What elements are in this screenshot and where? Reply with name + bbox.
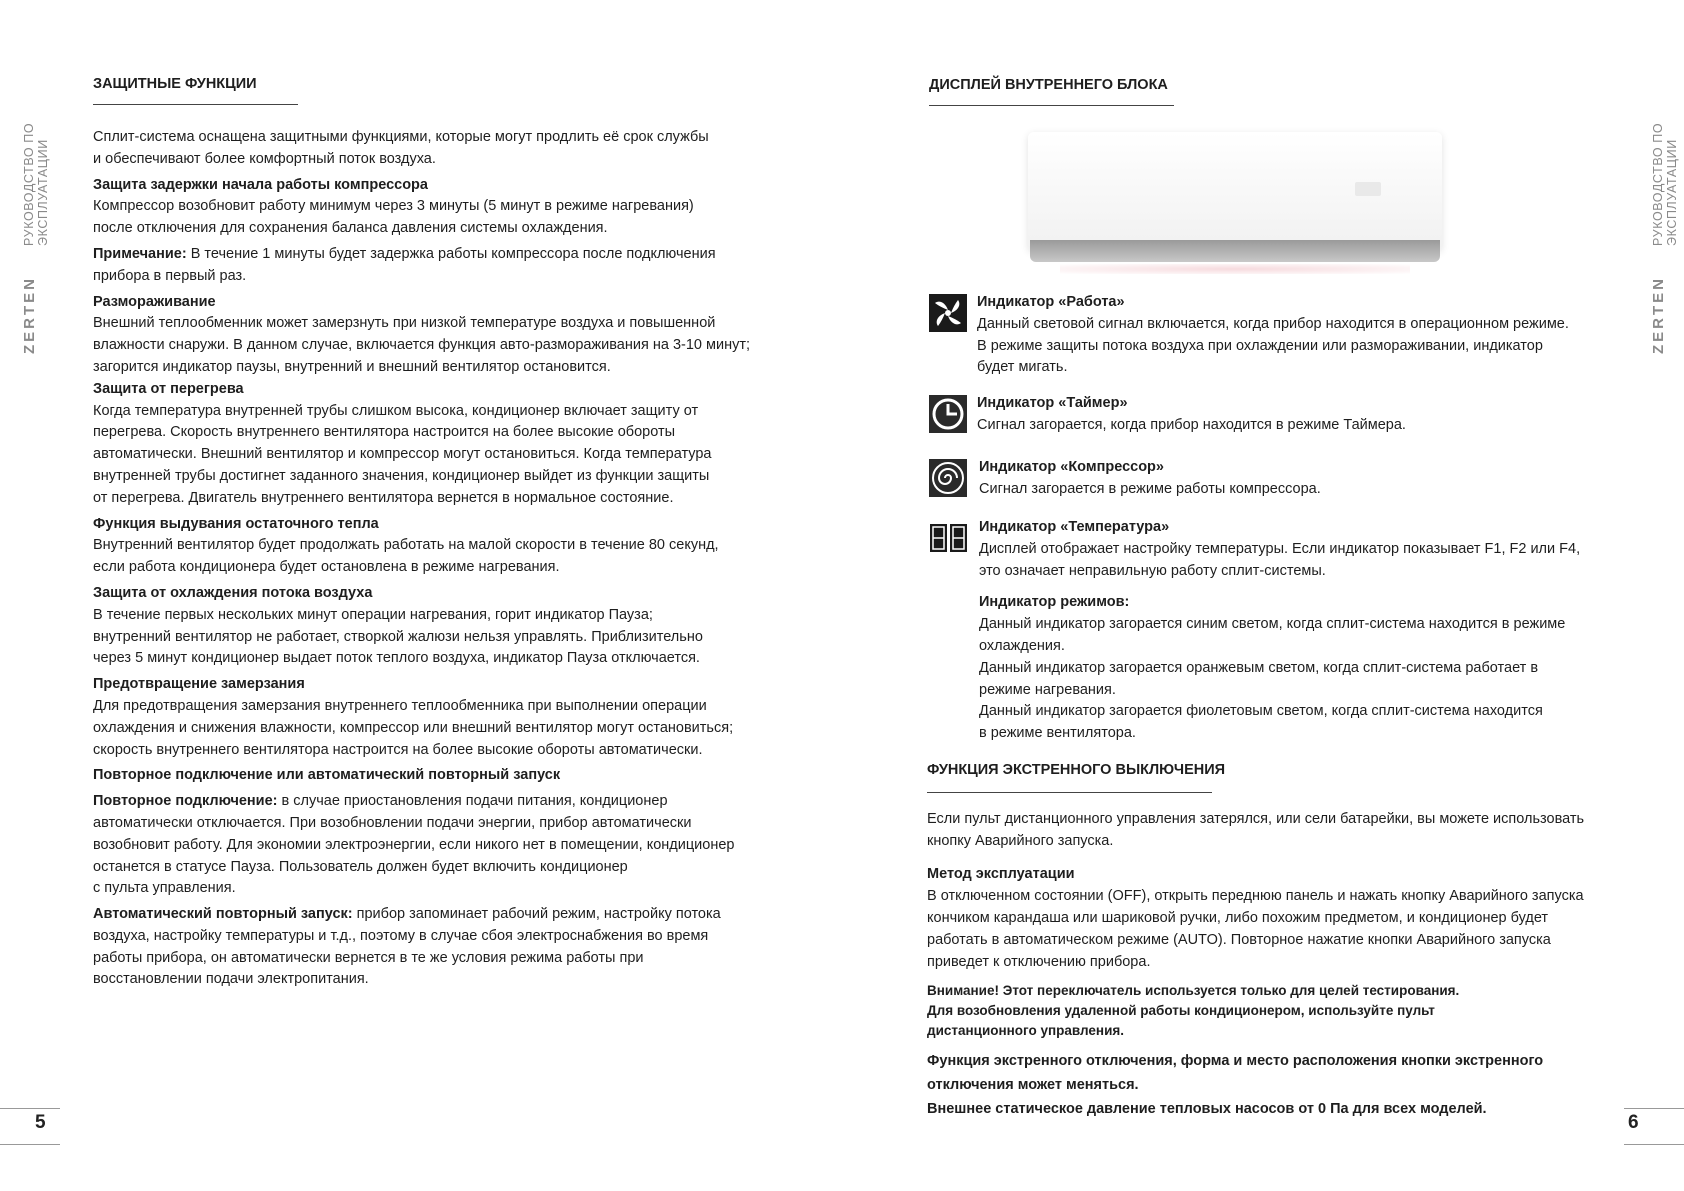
warning-line: Для возобновления удаленной работы кондиционером, используйте пульт	[927, 1003, 1435, 1019]
reconnect-text: в случае приостановления подачи питания, кондиционер	[281, 793, 668, 810]
paragraph-line: внутренней трубы достигнет заданного значения, кондиционер выйдет из функции защиты	[93, 467, 710, 484]
final-line: Функция экстренного отключения, форма и место расположения кнопки экстренного	[927, 1053, 1544, 1070]
paragraph-line: Когда температура внутренней трубы слишком высока, кондиционер включает защиту от	[93, 402, 699, 419]
paragraph-line: кончиком карандаша или шариковой ручки, либо похожим предметом, и кондиционер будет	[927, 909, 1549, 926]
right-side-brand	[1650, 26, 1679, 366]
indicator-title: Индикатор «Таймер»	[977, 395, 1128, 411]
paragraph-line: от перегрева. Двигатель внутреннего вентилятора вернется в нормальное состояние.	[93, 489, 674, 506]
note-label: Примечание:	[93, 245, 187, 262]
paragraph-line: охлаждения.	[979, 637, 1065, 654]
title-rule	[93, 104, 298, 105]
indicator-title: Индикатор «Компрессор»	[979, 459, 1164, 475]
page-divider	[0, 1108, 60, 1109]
unit-reflection	[1060, 264, 1410, 274]
paragraph-line: если работа кондиционера будет остановлена в режиме нагревания.	[93, 559, 560, 576]
brand-logo: ZERTEN	[21, 276, 38, 354]
paragraph-line: приведет к отключению прибора.	[927, 953, 1151, 970]
paragraph-line: после отключения для сохранения баланса давления системы охлаждения.	[93, 220, 608, 237]
paragraph-line: в режиме вентилятора.	[979, 725, 1136, 742]
fan-icon	[929, 294, 967, 332]
page-divider	[0, 1144, 60, 1145]
paragraph-line: Сигнал загорается, когда прибор находится в режиме Таймера.	[977, 416, 1406, 433]
paragraph-line: Сигнал загорается в режиме работы компрессора.	[979, 480, 1321, 497]
section-heading: Защита от перегрева	[93, 380, 244, 397]
left-side-brand	[21, 26, 50, 366]
paragraph-line: воздуха, настройку температуры и т.д., поэтому в случае сбоя электроснабжения во время	[93, 927, 709, 944]
intro-text: и обеспечивают более комфортный поток воздуха.	[93, 150, 436, 167]
warning-line: Внимание! Этот переключатель используется только для целей тестирования.	[927, 983, 1460, 999]
autorestart-line	[93, 904, 793, 926]
indicator-title: Индикатор «Работа»	[977, 294, 1125, 310]
indicator-title: Индикатор «Температура»	[979, 519, 1170, 535]
note-line	[93, 244, 793, 266]
compressor-indicator-block	[979, 457, 1321, 501]
page-number-right: 6	[1628, 1112, 1639, 1133]
paragraph-line: внутренний вентилятор не работает, створкой жалюзи нельзя управлять. Приблизительно	[93, 628, 703, 645]
page-number-left: 5	[35, 1112, 46, 1133]
paragraph-line: Если пульт дистанционного управления затерялся, или сели батарейки, вы можете использовать	[927, 810, 1585, 827]
warning-block	[927, 981, 1607, 1041]
title-rule	[929, 105, 1174, 106]
reconnect-line	[93, 791, 793, 813]
run-indicator-block	[977, 292, 1569, 379]
manual-label: РУКОВОДСТВО ПО ЭКСПЛУАТАЦИИ	[1651, 122, 1679, 246]
paragraph-line: автоматически отключается. При возобновлении подачи энергии, прибор автоматически	[93, 814, 692, 831]
paragraph-line: Внутренний вентилятор будет продолжать работать на малой скорости в течение 80 секунд,	[93, 537, 719, 554]
final-notes	[927, 1049, 1607, 1121]
title-rule	[927, 792, 1212, 793]
paragraph-line: загорится индикатор паузы, внутренний и внешний вентилятор остановится.	[93, 358, 611, 375]
page-title: ЗАЩИТНЫЕ ФУНКЦИИ	[93, 76, 257, 92]
section-heading: Повторное подключение или автоматический повторный запуск	[93, 767, 561, 784]
section-heading: Функция выдувания остаточного тепла	[93, 515, 379, 532]
paragraph-line: В течение первых нескольких минут операции нагревания, горит индикатор Пауза;	[93, 606, 653, 623]
final-line: отключения может меняться.	[927, 1077, 1139, 1094]
paragraph-line: В отключенном состоянии (OFF), открыть переднюю панель и нажать кнопку Аварийного запуска	[927, 888, 1584, 905]
paragraph-line: Для предотвращения замерзания внутреннего теплообменника при выполнении операции	[93, 697, 707, 714]
section-heading: Защита от охлаждения потока воздуха	[93, 584, 373, 601]
paragraph-line: с пульта управления.	[93, 880, 236, 897]
paragraph-line: Дисплей отображает настройку температуры. Если индикатор показывает F1, F2 или F4,	[979, 540, 1581, 557]
compressor-spiral-icon	[929, 459, 967, 497]
page-divider	[1624, 1144, 1684, 1145]
warning-line: дистанционного управления.	[927, 1023, 1125, 1039]
final-line: Внешнее статическое давление тепловых насосов от 0 Па для всех моделей.	[927, 1101, 1487, 1118]
paragraph-line: Данный индикатор загорается фиолетовым светом, когда сплит-система находится	[979, 703, 1543, 720]
paragraph-line: через 5 минут кондиционер выдает поток теплого воздуха, индикатор Пауза отключается.	[93, 650, 700, 667]
section-heading: Размораживание	[93, 293, 216, 310]
indoor-unit-image	[1020, 132, 1450, 282]
paragraph-line: Данный световой сигнал включается, когда прибор находится в операционном режиме.	[977, 315, 1569, 332]
emergency-section	[927, 760, 1607, 1121]
paragraph-line: Данный индикатор загорается оранжевым светом, когда сплит-система работает в	[979, 659, 1539, 676]
autorestart-text: прибор запоминает рабочий режим, настройку потока	[356, 906, 721, 923]
section-title: ФУНКЦИЯ ЭКСТРЕННОГО ВЫКЛЮЧЕНИЯ	[927, 762, 1226, 778]
timer-indicator-block	[977, 393, 1406, 437]
right-page-title-block	[929, 77, 1174, 106]
paragraph-line: работать в автоматическом режиме (AUTO). Повторное нажатие кнопки Аварийного запуска	[927, 931, 1551, 948]
paragraph-line: восстановлении подачи электропитания.	[93, 971, 369, 988]
temperature-digits-icon	[929, 523, 969, 553]
manual-label: РУКОВОДСТВО ПО ЭКСПЛУАТАЦИИ	[22, 122, 50, 246]
paragraph-line: это означает неправильную работу сплит-системы.	[979, 562, 1326, 579]
paragraph-line: будет мигать.	[977, 359, 1068, 376]
section-heading: Метод эксплуатации	[927, 866, 1075, 883]
left-page-title-block	[93, 76, 298, 105]
section-heading: Предотвращение замерзания	[93, 676, 305, 693]
paragraph-line: останется в статусе Пауза. Пользователь должен будет включить кондиционер	[93, 858, 628, 875]
paragraph-line: режиме нагревания.	[979, 681, 1116, 698]
brand-logo: ZERTEN	[1650, 276, 1667, 354]
intro-text: Сплит-система оснащена защитными функциями, которые могут продлить её срок службы	[93, 129, 709, 145]
note-text: В течение 1 минуты будет задержка работы компрессора после подключения	[190, 245, 716, 262]
paragraph-line: работы прибора, он автоматически вернется в те же условия режима работы при	[93, 949, 644, 966]
paragraph-line: кнопку Аварийного запуска.	[927, 832, 1114, 849]
reconnect-label: Повторное подключение:	[93, 793, 278, 810]
indicator-title: Индикатор режимов:	[979, 594, 1130, 611]
paragraph-line: Компрессор возобновит работу минимум через 3 минуты (5 минут в режиме нагревания)	[93, 198, 694, 215]
section-heading: Защита задержки начала работы компрессора	[93, 176, 428, 193]
paragraph-line: скорость внутреннего вентилятора настроится на более высокие обороты автоматически.	[93, 741, 703, 758]
paragraph-line: Данный индикатор загорается синим светом, когда сплит-система находится в режиме	[979, 616, 1566, 633]
paragraph-line: В режиме защиты потока воздуха при охлаждении или размораживании, индикатор	[977, 337, 1543, 354]
autorestart-label: Автоматический повторный запуск:	[93, 906, 353, 923]
paragraph-line: Внешний теплообменник может замерзнуть при низкой температуре воздуха и повышенной	[93, 315, 716, 332]
unit-display	[1355, 182, 1381, 196]
page-divider	[1624, 1108, 1684, 1109]
paragraph-line: прибора в первый раз.	[93, 267, 247, 284]
paragraph-line: возобновит работу. Для экономии электроэнергии, если никого нет в помещении, кондиционер	[93, 836, 735, 853]
paragraph-line: автоматически. Внешний вентилятор и компрессор могут остановиться. Когда температура	[93, 446, 712, 463]
paragraph-line: влажности снаружи. В данном случае, включается функция авто-размораживания на 3-10 минут;	[93, 337, 751, 354]
page-title: ДИСПЛЕЙ ВНУТРЕННЕГО БЛОКА	[929, 77, 1168, 93]
unit-louver	[1030, 240, 1440, 262]
left-body	[93, 127, 793, 991]
paragraph-line: охлаждения и снижения влажности, компрессор или внешний вентилятор могут остановиться;	[93, 719, 734, 736]
paragraph-line: перегрева. Скорость внутреннего вентилятора настроится на более высокие обороты	[93, 424, 676, 441]
clock-icon	[929, 395, 967, 433]
temperature-indicator-block	[979, 517, 1580, 745]
